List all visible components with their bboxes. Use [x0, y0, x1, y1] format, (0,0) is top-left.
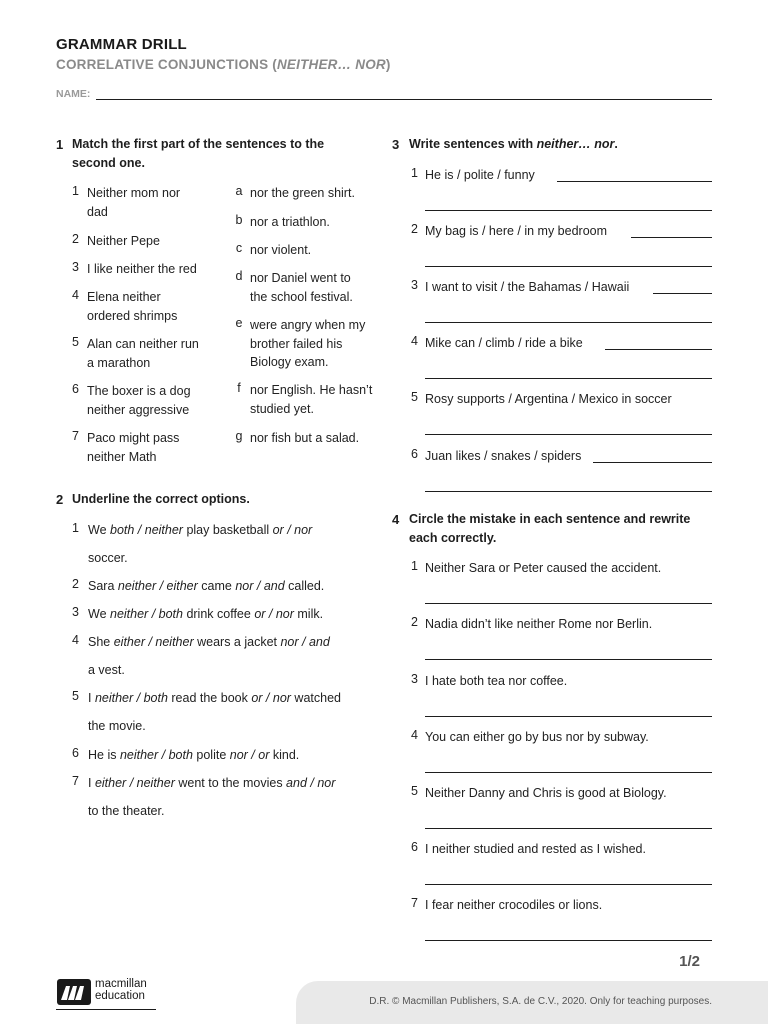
- section-1-instruction: Match the first part of the sentences to the second one.: [72, 137, 325, 170]
- option-pair[interactable]: or / nor: [272, 523, 313, 537]
- answer-line[interactable]: [425, 491, 712, 492]
- answer-line[interactable]: [425, 322, 712, 323]
- option-pair[interactable]: nor / and: [280, 635, 330, 649]
- copyright-text: D.R. © Macmillan Publishers, S.A. de C.V., 2020. Only for teaching purposes.: [369, 996, 712, 1007]
- name-field[interactable]: [96, 99, 712, 100]
- answer-line[interactable]: [425, 828, 712, 829]
- logo-underline: [56, 1009, 156, 1010]
- answer-line[interactable]: [593, 462, 712, 463]
- answer-line[interactable]: [425, 603, 712, 604]
- answer-line[interactable]: [425, 266, 712, 267]
- worksheet-subtitle: CORRELATIVE CONJUNCTIONS (NEITHER… NOR): [56, 57, 391, 72]
- answer-line[interactable]: [425, 884, 712, 885]
- page-number: 1/2: [679, 953, 700, 970]
- answer-line[interactable]: [425, 434, 712, 435]
- answer-line[interactable]: [425, 378, 712, 379]
- answer-line[interactable]: [557, 181, 712, 182]
- option-pair[interactable]: nor / or: [229, 748, 270, 762]
- name-label: NAME:: [56, 88, 91, 100]
- section-3-number: 3: [392, 137, 400, 152]
- option-pair[interactable]: either / neither: [113, 635, 194, 649]
- answer-line[interactable]: [425, 716, 712, 717]
- option-pair[interactable]: neither / both: [110, 607, 183, 621]
- option-pair[interactable]: or / nor: [254, 607, 294, 621]
- answer-line[interactable]: [425, 772, 712, 773]
- macmillan-logo: [56, 976, 166, 1010]
- section-2-number: 2: [56, 492, 64, 507]
- section-4-number: 4: [392, 512, 400, 527]
- answer-line[interactable]: [425, 210, 712, 211]
- section-4-instruction: Circle the mistake in each sentence and rewrite each correctly.: [409, 512, 691, 545]
- section-1-number: 1: [56, 137, 64, 152]
- answer-line[interactable]: [425, 940, 712, 941]
- worksheet-title: GRAMMAR DRILL: [56, 36, 187, 53]
- option-pair[interactable]: or / nor: [251, 691, 291, 705]
- option-pair[interactable]: neither / both: [119, 748, 193, 762]
- option-pair[interactable]: both / neither: [110, 523, 183, 537]
- option-pair[interactable]: neither / both: [94, 691, 168, 705]
- answer-line[interactable]: [631, 237, 712, 238]
- macmillan-logo-icon: [56, 978, 92, 1006]
- answer-line[interactable]: [605, 349, 712, 350]
- section-3-instruction: Write sentences with neither… nor.: [409, 137, 618, 151]
- option-pair[interactable]: nor / and: [235, 579, 285, 593]
- answer-line[interactable]: [425, 659, 712, 660]
- logo-text: macmillan education: [95, 978, 147, 1002]
- answer-line[interactable]: [653, 293, 712, 294]
- option-pair[interactable]: and / nor: [286, 776, 336, 790]
- option-pair[interactable]: either / neither: [94, 776, 175, 790]
- option-pair[interactable]: neither / either: [117, 579, 198, 593]
- section-2-instruction: Underline the correct options.: [72, 492, 250, 506]
